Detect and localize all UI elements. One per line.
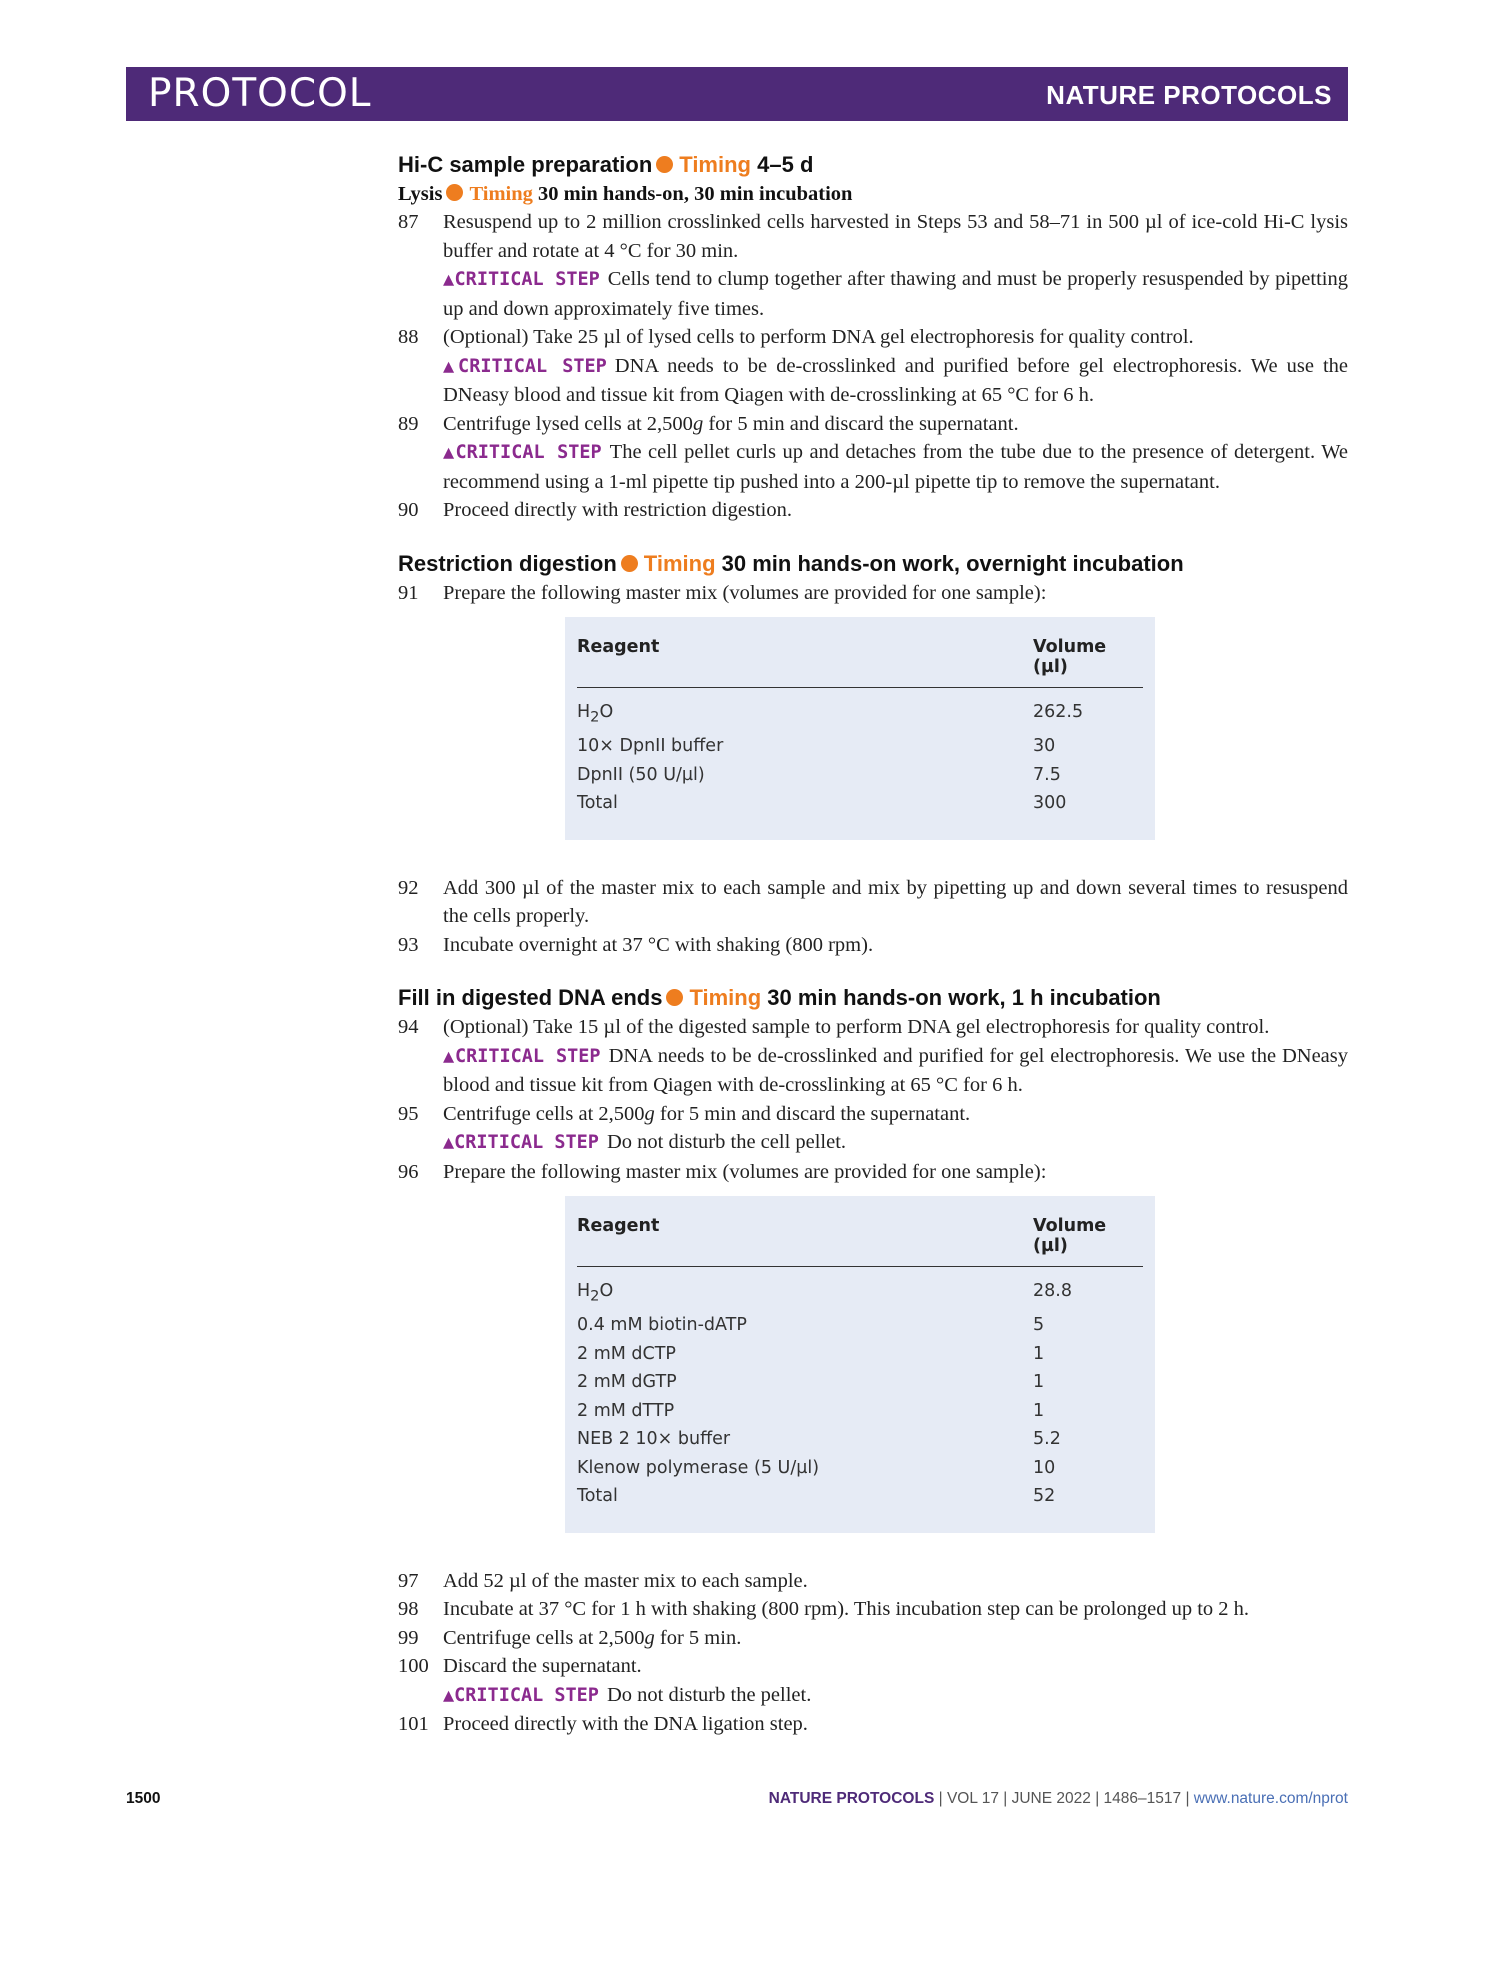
- step-90: 90 Proceed directly with restriction digestion.: [398, 499, 792, 521]
- step-91: 91 Prepare the following master mix (volumes are provided for one sample):: [398, 581, 1047, 604]
- subsection-title-lysis: Lysis Timing 30 min hands-on, 30 min incubation: [398, 183, 853, 205]
- table-row: $H_2O$ 262.5: [577, 702, 1084, 726]
- step-87: 87 Resuspend up to 2 million crosslinked cells harvested in Steps 53 and 58–71 in 500 µl of ice-cold Hi-C lysis buffer and rotate at 4 °C for 30 min. ▲CRITICAL STEP Cells tend to clump together after thawing and must be properly resuspended by pipetting up and down approximately five times.: [398, 208, 1348, 323]
- timing-dot-icon: [666, 989, 683, 1006]
- step-96: 96 Prepare the following master mix (volumes are provided for one sample):: [398, 1160, 1047, 1183]
- critical-step-label: ▲CRITICAL STEP: [443, 355, 607, 377]
- critical-step-note: ▲CRITICAL STEP Cells tend to clump together after thawing and must be properly resuspended by pipetting up and down approximately five times.: [443, 268, 1348, 320]
- journal-link[interactable]: www.nature.com/nprot: [1193, 1790, 1348, 1807]
- critical-step-note: ▲CRITICAL STEP DNA needs to be de-crosslinked and purified before gel electrophoresis. We use the DNeasy blood and tissue kit from Qiagen with de-crosslinking at 65 °C for 6 h.: [443, 354, 1348, 406]
- citation: NATURE PROTOCOLS | VOL 17 | JUNE 2022 | 1486–1517 | www.nature.com/nprot: [768, 1790, 1348, 1807]
- table-row: DpnII (50 U/µl) 7.5: [577, 764, 1061, 785]
- master-mix-table-2: [565, 1196, 1155, 1533]
- table-row: Klenow polymerase (5 U/µl) 10: [577, 1457, 1056, 1478]
- table-row: 2 mM dCTP 1: [577, 1343, 1045, 1364]
- section-title-hic: Hi-C sample preparation Timing 4–5 d: [398, 152, 814, 177]
- table-row: Total 300: [577, 793, 1067, 813]
- header-journal-label: NATURE PROTOCOLS: [1046, 80, 1332, 110]
- step-89: 89 Centrifuge lysed cells at 2,500g for 5 min and discard the supernatant. ▲CRITICAL STEP The cell pellet curls up and detaches from the tube due to the presence of detergent. We recommend using a 1-ml pipette tip pushed into a 200-µl pipette tip to remove the supernatant.: [398, 410, 1348, 497]
- timing-dot-icon: [446, 184, 463, 201]
- table-row: 2 mM dGTP 1: [577, 1372, 1045, 1392]
- table-row: 0.4 mM biotin-dATP 5: [577, 1315, 1045, 1335]
- critical-step-note: ▲CRITICAL STEP Do not disturb the pellet.: [443, 1683, 812, 1706]
- critical-step-note: ▲CRITICAL STEP DNA needs to be de-crosslinked and purified for gel electrophoresis. We use the DNeasy blood and tissue kit from Qiagen with de-crosslinking at 65 °C for 6 h.: [443, 1044, 1349, 1096]
- step-94: 94 (Optional) Take 15 µl of the digested sample to perform DNA gel electrophoresis for quality control. ▲CRITICAL STEP DNA needs to be de-crosslinked and purified for gel electrophoresis. We use the DNeasy blood and tissue kit from Qiagen with de-crosslinking at 65 °C for 6 h.: [398, 1013, 1348, 1100]
- step-95: 95 Centrifuge cells at 2,500g for 5 min and discard the supernatant. ▲CRITICAL STEP Do not disturb the cell pellet.: [398, 1100, 1348, 1158]
- table-header: Reagent Volume (µl): [577, 625, 1143, 688]
- step-98: 98 Incubate at 37 °C for 1 h with shaking (800 rpm). This incubation step can be prolonged up to 2 h.: [398, 1598, 1250, 1620]
- master-mix-table-1: [565, 617, 1155, 840]
- step-88: 88 (Optional) Take 25 µl of lysed cells to perform DNA gel electrophoresis for quality control. ▲CRITICAL STEP DNA needs to be de-crosslinked and purified before gel electrophoresis. We use the DNeasy blood and tissue kit from Qiagen with de-crosslinking at 65 °C for 6 h.: [398, 323, 1348, 410]
- step-101: 101 Proceed directly with the DNA ligation step.: [398, 1713, 808, 1735]
- table-row: 10× DpnII buffer 30: [577, 736, 1056, 756]
- table-row: $H_2O$ 28.8: [577, 1281, 1072, 1305]
- timing-dot-icon: [656, 156, 673, 173]
- table-row: NEB 2 10× buffer 5.2: [577, 1429, 1061, 1449]
- critical-step-note: ▲CRITICAL STEP The cell pellet curls up and detaches from the tube due to the presence of detergent. We recommend using a 1-ml pipette tip pushed into a 200-µl pipette tip to remove the supernatant.: [443, 441, 1348, 493]
- header-protocol-label: PROTOCOL: [148, 71, 372, 116]
- page-number: 1500: [126, 1790, 161, 1807]
- step-93: 93 Incubate overnight at 37 °C with shaking (800 rpm).: [398, 933, 874, 956]
- critical-step-label: ▲CRITICAL STEP: [443, 1684, 599, 1706]
- timing-dot-icon: [621, 555, 638, 572]
- section-title-fill-in: Fill in digested DNA ends Timing 30 min hands-on work, 1 h incubation: [398, 985, 1161, 1010]
- step-97: 97 Add 52 µl of the master mix to each sample.: [398, 1569, 808, 1592]
- table-row: Total 52: [577, 1486, 1056, 1506]
- main-content: [398, 150, 1348, 1739]
- step-92: 92 Add 300 µl of the master mix to each sample and mix by pipetting up and down several times to resuspend the cells properly.: [398, 876, 1348, 927]
- step-100: 100 Discard the supernatant. ▲CRITICAL STEP Do not disturb the pellet.: [398, 1652, 1348, 1710]
- critical-step-label: ▲CRITICAL STEP: [443, 442, 602, 463]
- section-title-restriction: Restriction digestion Timing 30 min hands-on work, overnight incubation: [398, 550, 1184, 576]
- critical-step-note: ▲CRITICAL STEP Do not disturb the cell pellet.: [443, 1131, 847, 1153]
- critical-step-label: ▲CRITICAL STEP: [443, 1045, 601, 1067]
- step-99: 99 Centrifuge cells at 2,500g for 5 min.: [398, 1626, 742, 1649]
- table-header: Reagent Volume (µl): [577, 1204, 1143, 1267]
- critical-step-label: ▲CRITICAL STEP: [443, 269, 600, 290]
- table-row: 2 mM dTTP 1: [577, 1400, 1045, 1421]
- critical-step-label: ▲CRITICAL STEP: [443, 1132, 599, 1153]
- page-header: [126, 67, 1348, 121]
